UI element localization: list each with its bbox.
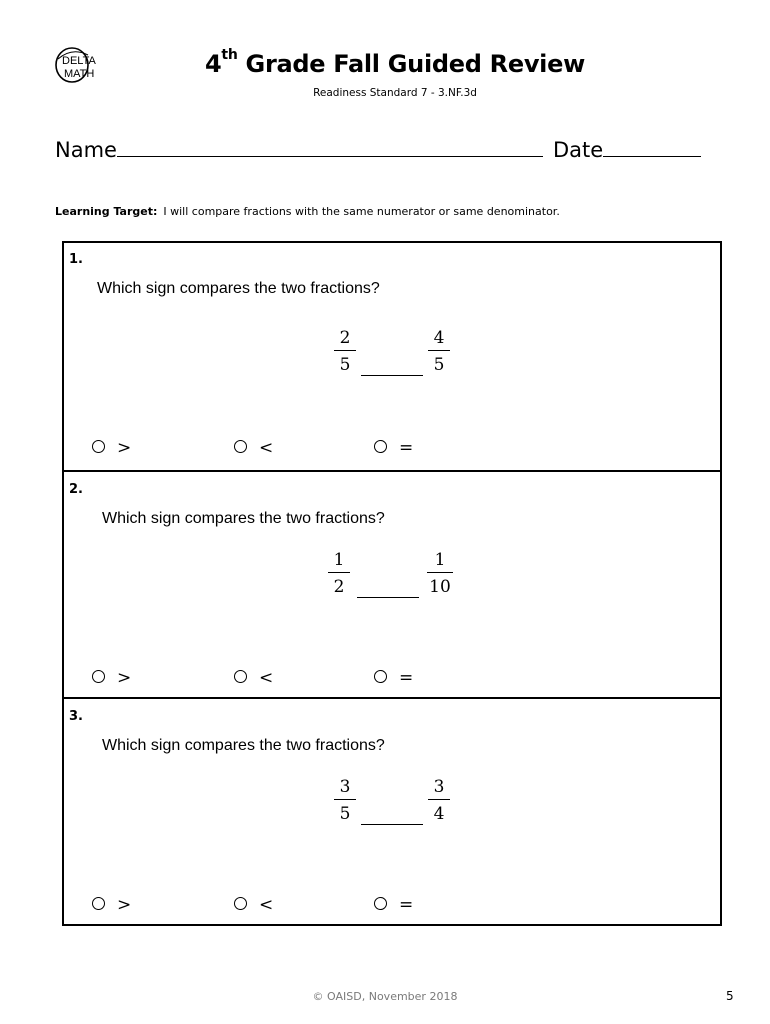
radio-circle-icon[interactable]: [92, 670, 105, 683]
option-greater[interactable]: >: [92, 668, 131, 688]
radio-circle-icon[interactable]: [234, 440, 247, 453]
question-prompt: Which sign compares the two fractions?: [97, 280, 380, 297]
question-3: [62, 699, 723, 925]
answer-blank[interactable]: [361, 824, 423, 825]
copyright-footer: © OAISD, November 2018: [312, 990, 458, 1003]
learning-target-text: I will compare fractions with the same numerator or same denominator.: [163, 205, 560, 218]
radio-circle-icon[interactable]: [234, 897, 247, 910]
option-greater[interactable]: >: [92, 895, 131, 915]
right-fraction: $\frac{4}{5}$: [428, 328, 450, 375]
left-fraction: $\frac{1}{2}$: [328, 550, 350, 597]
svg-text:MATH: MATH: [64, 68, 95, 80]
answer-blank[interactable]: [361, 375, 423, 376]
radio-circle-icon[interactable]: [374, 440, 387, 453]
option-equal[interactable]: =: [374, 895, 413, 915]
option-greater[interactable]: >: [92, 438, 131, 458]
right-fraction: $\frac{3}{4}$: [428, 777, 450, 824]
page-title: 4th Grade Fall Guided Review: [205, 47, 585, 78]
radio-circle-icon[interactable]: [92, 897, 105, 910]
question-prompt: Which sign compares the two fractions?: [102, 510, 385, 527]
option-less[interactable]: <: [234, 895, 273, 915]
svg-text:DELTA: DELTA: [62, 55, 96, 67]
question-2: [62, 472, 723, 697]
left-fraction: $\frac{3}{5}$: [334, 777, 356, 824]
option-equal[interactable]: =: [374, 668, 413, 688]
option-equal[interactable]: =: [374, 438, 413, 458]
radio-circle-icon[interactable]: [374, 670, 387, 683]
name-field: [55, 136, 543, 162]
radio-circle-icon[interactable]: [234, 670, 247, 683]
question-prompt: Which sign compares the two fractions?: [102, 737, 385, 754]
date-blank: [603, 136, 701, 157]
delta-math-logo: [54, 45, 114, 85]
question-1: [62, 242, 723, 470]
question-number: 1.: [69, 252, 83, 267]
page-number: 5: [726, 989, 734, 1003]
name-label: Name: [55, 138, 117, 162]
option-less[interactable]: <: [234, 668, 273, 688]
date-field: [553, 136, 701, 162]
radio-circle-icon[interactable]: [374, 897, 387, 910]
left-fraction: $\frac{2}{5}$: [334, 328, 356, 375]
answer-blank[interactable]: [357, 597, 419, 598]
learning-target: [55, 205, 560, 218]
radio-circle-icon[interactable]: [92, 440, 105, 453]
page-subtitle: Readiness Standard 7 - 3.NF.3d: [313, 87, 477, 99]
option-less[interactable]: <: [234, 438, 273, 458]
question-number: 3.: [69, 709, 83, 724]
learning-target-label: Learning Target:: [55, 205, 158, 218]
right-fraction: $\frac{1}{10}$: [427, 550, 453, 597]
name-blank: [117, 136, 543, 157]
question-number: 2.: [69, 482, 83, 497]
date-label: Date: [553, 138, 604, 162]
